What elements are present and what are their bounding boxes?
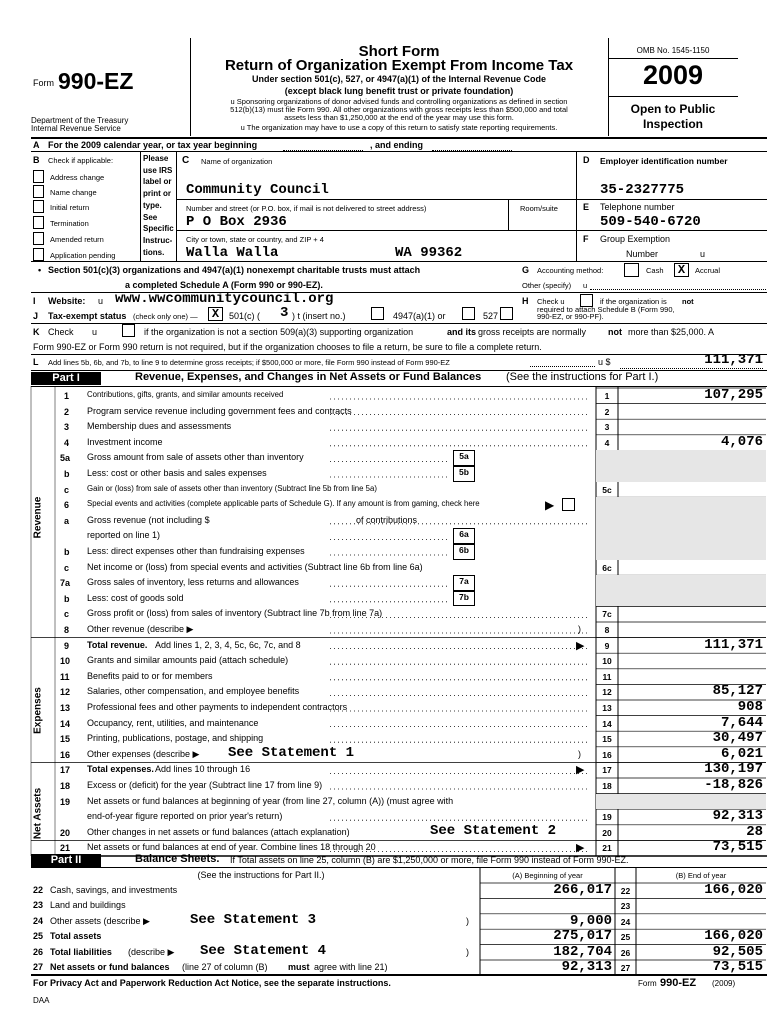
tax-year: 2009 [642,60,704,90]
line-number: 23 [33,900,44,911]
org-name: Community Council [186,182,329,198]
h-text4: 990-EZ, or 990-PF). [537,312,604,321]
accrual-checkbox[interactable]: X [674,263,689,277]
col-b-amount: 166,020 [704,882,763,898]
amount: 92,313 [712,808,763,825]
name-label: Name of organization [201,157,273,166]
line-l-text: Add lines 5b, 6b, and 7b, to line 9 to determine gross receipts; if $500,000 or more, file Form 990 instead of Form 990-EZ [48,358,450,367]
col-label: 15 [602,734,612,745]
net-assets-side-label: Net Assets [32,787,44,840]
4947-label: 4947(a)(1) or [393,311,446,321]
group-exemption-label: Group Exemption [600,234,671,244]
form-label: Form [33,78,54,88]
please-text: print or [143,189,171,199]
line-text: Printing, publications, postage, and shipping [87,733,264,744]
shaded-cell [596,513,766,529]
col-label: 21 [602,843,612,854]
line-text: Gross revenue (not including $ [87,514,210,525]
sub-col-label: 6b [453,544,475,560]
col-a-amount: 266,017 [553,882,612,898]
checkbox-b-label: Application pending [50,251,116,260]
note3: assets less than $1,250,000 at the end of the year may use this form. [284,113,514,122]
line-number: 10 [60,656,71,667]
line-number: 16 [60,749,71,760]
please-text: label or [143,177,172,187]
footer-form: Form [638,979,657,988]
street-label: Number and street (or P.O. box, if mail is not delivered to street address) [186,204,427,213]
col-b-amount: 166,020 [704,928,763,945]
accrual-label: Accrual [695,266,721,275]
website-value: www.wwcommunitycouncil.org [115,291,334,307]
line-text2: Add lines 10 through 16 [155,764,251,775]
sub-col-label: 5a [453,450,475,466]
section-501-line1: Section 501(c)(3) organizations and 4947(a)(1) nonexempt charitable trusts must attach [48,265,421,275]
line-text2: (line 27 of column (B) [182,962,268,972]
col-label: 1 [604,391,610,401]
501c-number: 3 [280,305,289,321]
line-number: 26 [33,946,44,957]
city-label: City or town, state or country, and ZIP + 4 [186,235,324,244]
line-text: Cash, savings, and investments [50,885,178,895]
revenue-side-label: Revenue [32,496,44,539]
describe-value: See Statement 4 [200,942,327,959]
col-b-header: (B) End of year [675,871,727,880]
col-label: 6c [602,562,612,573]
shaded-cell [596,794,766,810]
arrow-u: u [92,327,98,337]
line-text: Special events and activities (complete applicable parts of Schedule G). If any amount is from gaming, check here [87,499,480,509]
k-check-label: Check [48,327,74,337]
col-label: 9 [604,640,610,651]
line-number: 5a [60,453,71,464]
col-label: 8 [604,625,610,635]
section-c-label: C [182,155,190,166]
col-label: 14 [602,718,612,729]
room-label: Room/suite [520,204,558,213]
open-public: Open to Public [630,102,716,116]
k-rest2: gross receipts are normally [478,327,587,337]
line-text: Total assets [50,931,102,942]
section-g-label: G [522,265,530,275]
line-number: b [64,469,70,479]
col-a-amount: 275,017 [553,928,612,945]
line-text2: of contributions [356,514,418,525]
part2-label: Part II [31,854,101,867]
arrow-right-icon: ▶ [576,764,585,777]
please-text: Specific [143,224,174,234]
col-label: 12 [602,687,612,698]
shaded-cell [596,497,766,513]
col-label: 4 [604,437,610,448]
line-text: Other assets (describe ▶ [50,915,150,926]
line-number: b [64,547,70,557]
part2-title: Balance Sheets. [135,853,220,865]
amount: 111,371 [704,636,763,653]
shaded-cell [596,450,766,466]
amount: 7,644 [720,714,763,731]
checkbox-b-label: Address change [50,173,105,182]
col-label: 20 [602,827,612,838]
bullet-icon: • [38,265,42,275]
k-rest3: more than $25,000. A [628,327,715,337]
section-501-line2: a completed Schedule A (Form 990 or 990-EZ). [125,280,323,290]
col-label: 2 [604,406,610,417]
please-text: use IRS [143,165,173,175]
501c-checkbox[interactable]: X [208,307,223,321]
col-b-amount: 92,505 [712,943,763,960]
section-b-title: Check if applicable: [48,156,114,165]
dept-line1: Department of the Treasury [31,116,129,125]
col-label: 7c [602,609,612,620]
k-and-its: and its [447,327,477,337]
col-label: 27 [620,963,631,973]
title-short-form: Short Form [358,43,440,60]
k-rest1: if the organization is not a section 509(a)(3) supporting organization [144,327,414,337]
line-number: c [64,562,70,573]
line-text: Less: direct expenses other than fundraising expenses [87,546,305,556]
cash-label: Cash [646,266,664,275]
part1-title: Revenue, Expenses, and Changes in Net Assets or Fund Balances [135,371,482,383]
shaded-cell [596,544,766,560]
line-text3: agree with line 21) [314,962,388,972]
line-a-ending: , and ending [370,140,423,150]
col-label: 18 [602,781,612,791]
part1-title2: (See the instructions for Part I.) [506,371,659,383]
line-text: Other changes in net assets or fund balances (attach explanation) [87,826,350,837]
line-text: Grants and similar amounts paid (attach schedule) [87,655,289,666]
col-label: 16 [602,749,612,760]
insert-no-label: ) t (insert no.) [292,311,346,321]
checkbox-b-label: Amended return [50,235,104,244]
amount: 28 [746,823,763,840]
please-text: type. [143,200,162,210]
h-not: not [682,297,694,306]
line-text: Salaries, other compensation, and employee benefits [87,686,300,697]
line-text: Total liabilities [50,946,112,957]
tax-exempt-label: Tax-exempt status [48,311,127,321]
part1-label: Part I [31,372,101,385]
line-text: end-of-year figure reported on prior year's return) [87,811,283,822]
line-number: 25 [33,931,44,942]
group-number-label: Number [626,249,659,259]
line-number: 13 [60,703,71,713]
line-text: Net assets or fund balances at beginning of year (from line 27, column (A)) (must agree with [87,795,454,806]
note2: 512(b)(13) must file Form 990. All other organizations with gross receipts less than $500,000 and total [230,105,568,114]
close-paren: ) [578,748,581,759]
col-label: 22 [620,886,631,896]
527-label: 527 [483,311,499,321]
line-text: Land and buildings [50,900,126,911]
please-text: Instruc- [143,235,173,245]
line-text: Contributions, gifts, grants, and similar amounts received [87,390,284,399]
note4: u The organization may have to use a copy of this return to satisfy state reporting requirements. [240,123,558,132]
privacy-notice: For Privacy Act and Paperwork Reduction Act Notice, see the separate instructions. [33,978,391,988]
line-text: Other revenue (describe ▶ [87,624,194,634]
close-paren: ) [578,624,581,634]
ein-value: 35-2327775 [600,182,685,198]
line-number: 3 [64,422,70,433]
accounting-method-label: Accounting method: [537,266,604,275]
col-label: 24 [620,916,631,927]
sub-col-label: 5b [453,466,475,482]
sub-col-label: 7b [453,591,475,607]
line-text2: Add lines 1, 2, 3, 4, 5c, 6c, 7c, and 8 [155,639,301,650]
line-text: Net assets or fund balances [50,962,170,972]
note1: u Sponsoring organizations of donor advised funds and controlling organizations as defined in section [230,97,568,106]
line-text: Gross amount from sale of assets other than inventory [87,452,304,463]
line-text: Gain or (loss) from sale of assets other than inventory (Subtract line 5b from line 5a) [87,483,377,493]
line-text: Less: cost or other basis and sales expenses [87,468,267,478]
part2-instr: (See the instructions for Part II.) [197,870,325,880]
col-b-amount: 73,515 [712,959,763,975]
arrow-u: u [98,296,104,306]
line-j-label: J [33,311,39,321]
line-text: Membership dues and assessments [87,421,232,432]
line-i-label: I [33,296,36,306]
line-number: a [64,515,70,526]
line-number: 11 [60,671,70,682]
line-text: Net assets or fund balances at end of year. Combine lines 18 through 20 [87,842,376,853]
line-number: 15 [60,734,71,745]
describe-value: See Statement 2 [430,822,557,839]
org-city: Walla Walla [186,245,279,261]
line-number: 19 [60,796,71,807]
gross-receipts: 111,371 [704,352,763,368]
line-number: 9 [64,640,70,651]
please-text: tions. [143,247,165,257]
section-h-label: H [522,296,529,306]
title-under: Under section 501(c), 527, or 4947(a)(1) of the Internal Revenue Code [251,74,547,84]
section-b-label: B [33,155,40,165]
org-street: P O Box 2936 [186,214,287,230]
phone-value: 509-540-6720 [600,214,701,230]
gaming-checkbox[interactable] [562,498,575,511]
website-label: Website: [48,296,86,306]
other-specify-label: Other (specify) [522,281,572,290]
arrow-right-icon: ▶ [545,498,555,513]
l-arrow: u $ [598,357,611,367]
close-paren: ) [466,915,469,926]
line-text: Benefits paid to or for members [87,670,213,681]
line-text: Occupancy, rent, utilities, and maintenance [87,717,259,728]
col-label: 3 [604,422,610,433]
line-text: Professional fees and other payments to independent contractors [87,702,348,712]
amount: -18,826 [704,777,763,793]
line-text: Program service revenue including government fees and contracts [87,405,352,416]
line-number: b [64,593,70,604]
title-main: Return of Organization Exempt From Income Tax [224,57,574,74]
col-label: 13 [602,703,612,713]
part2-title2: If Total assets on line 25, column (B) are $1,250,000 or more, file Form 990 instead of Form 990-EZ. [230,855,629,865]
line-must: must [288,962,310,972]
shaded-cell [596,528,766,544]
line-number: 18 [60,781,71,791]
501c-label: 501(c) ( [229,311,261,321]
col-a-amount: 182,704 [553,943,612,960]
expenses-side-label: Expenses [32,687,44,734]
col-label: 11 [602,671,612,682]
describe-value: See Statement 3 [190,911,317,928]
line-number: 4 [64,437,70,448]
col-label: 10 [602,656,612,667]
shaded-cell [596,575,766,591]
line-text: reported on line 1) [87,530,161,541]
line-text: Gross sales of inventory, less returns and allowances [87,577,299,588]
sub-col-label: 7a [453,575,475,591]
line-k-label: K [33,327,40,337]
line-text: Gross profit or (loss) from sales of inventory (Subtract line 7b from line 7a) [87,608,383,619]
col-label: 26 [620,947,631,958]
amount: 6,021 [720,745,763,762]
line-number: 8 [64,625,70,635]
amount: 908 [737,699,763,715]
org-state-zip: WA 99362 [395,245,463,261]
arrow-right-icon: ▶ [576,639,585,652]
line-number: 21 [60,843,71,854]
amount: 85,127 [712,683,763,700]
line-number: 20 [60,827,71,838]
phone-label: Telephone number [600,202,675,212]
line-number: 2 [64,406,70,417]
footer-year: (2009) [712,979,736,988]
col-label: 19 [602,812,612,823]
amount: 30,497 [712,730,763,747]
title-except: (except black lung benefit trust or private foundation) [284,86,514,96]
please-text: Please [143,154,169,163]
ein-label: Employer identification number [600,156,728,166]
section-e-label: E [583,202,590,212]
footer-form-number: 990-EZ [660,977,697,989]
line-number: 27 [33,962,44,972]
line-text: Net income or (loss) from special events and activities (Subtract line 6b from line 6a) [87,561,423,572]
h-text3: required to attach Schedule B (Form 990, [537,305,675,314]
line-number: 14 [60,718,71,729]
line-number: 12 [60,687,71,698]
line-number: 24 [33,915,44,926]
h-text: if the organization is [600,297,667,306]
h-check-label: Check u [537,297,565,306]
checkbox-b-label: Initial return [50,203,90,212]
line-text: Total expenses. [87,764,154,775]
describe-value: See Statement 1 [228,744,355,761]
dept-line2: Internal Revenue Service [31,124,121,133]
line-l-label: L [33,357,39,367]
inspection: Inspection [642,117,703,131]
check-only-one: (check only one) — [133,312,198,321]
shaded-cell [596,466,766,482]
line-text: Less: cost of goods sold [87,592,184,603]
col-a-amount: 92,313 [561,959,612,975]
line-number: c [64,609,70,620]
line-number: 7a [60,578,71,589]
arrow-u: u [583,281,588,290]
line-text: Investment income [87,436,163,447]
daa-label: DAA [33,996,50,1005]
line-a-text: For the 2009 calendar year, or tax year beginning [48,140,258,150]
line-text: Total revenue. [87,639,148,650]
line-a-label: A [33,140,40,150]
line-number: 22 [33,885,44,895]
col-label: 25 [620,932,631,943]
col-a-header: (A) Beginning of year [512,871,583,880]
arrow-right-icon: ▶ [576,842,585,855]
please-text: See [143,212,158,222]
line-number: 1 [64,391,70,401]
arrow-u: u [700,249,706,259]
sub-col-label: 6a [453,528,475,544]
col-label: 17 [602,765,612,776]
line-text: Other expenses (describe ▶ [87,748,200,759]
amount: 130,197 [704,761,763,778]
checkbox-b-label: Name change [50,188,97,197]
amount: 73,515 [712,839,763,856]
col-label: 23 [620,901,631,912]
checkbox-b-label: Termination [50,219,89,228]
shaded-cell [596,591,766,607]
line-number: 17 [60,765,71,776]
line-text2: (describe ▶ [128,946,175,957]
col-label: 5c [602,484,612,495]
form-number: 990-EZ [58,68,134,94]
omb-number: OMB No. 1545-1150 [636,46,710,55]
k-line2: Form 990-EZ or Form 990 return is not required, but if the organization chooses to file a return, be sure to file a complete return. [33,342,542,352]
amount: 4,076 [720,433,763,450]
line-text: Excess or (deficit) for the year (Subtract line 17 from line 9) [87,780,323,790]
close-paren: ) [466,946,469,957]
section-f-label: F [583,234,589,244]
amount: 107,295 [704,387,763,403]
line-number: 6 [64,500,70,511]
k-not: not [608,327,622,337]
col-a-amount: 9,000 [569,912,612,929]
line-number: c [64,484,70,495]
section-d-label: D [583,155,590,165]
